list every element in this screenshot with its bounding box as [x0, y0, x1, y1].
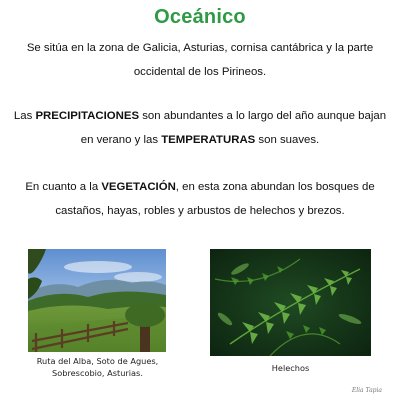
fern-illustration — [210, 249, 371, 356]
climate-text-start: Las — [13, 110, 36, 122]
landscape-caption-line2: Sobrescobio, Asturias. — [52, 368, 143, 378]
landscape-photo — [28, 249, 166, 352]
page-title: Oceánico — [154, 6, 246, 28]
vegetation-text-start: En cuanto a la — [25, 181, 102, 193]
vegetation-text-end: , en esta zona abundan los bosques de castaños, hayas, robles y arbustos de helechos y brezos. — [55, 181, 375, 217]
vegetation-keyword: VEGETACIÓN — [101, 181, 176, 193]
climate-paragraph — [12, 104, 388, 152]
landscape-caption-line1: Ruta del Alba, Soto de Agues, — [36, 356, 159, 366]
vegetation-paragraph — [12, 175, 388, 223]
climate-text-middle: son abundantes a lo largo del año aunque bajan en verano y las — [80, 110, 387, 146]
fern-photo — [210, 249, 371, 356]
landscape-illustration — [28, 249, 166, 352]
signature: Elia Tapia — [351, 387, 382, 394]
fern-caption: Helechos — [271, 363, 310, 373]
climate-text-end: son suaves. — [255, 134, 320, 146]
landscape-caption — [20, 355, 175, 379]
precipitation-keyword: PRECIPITACIONES — [35, 110, 140, 122]
intro-paragraph: Se sitúa en la zona de Galicia, Asturias, cornisa cantábrica y la parte occidental de los Pirineos. — [26, 42, 374, 78]
temperature-keyword: TEMPERATURAS — [161, 134, 256, 146]
